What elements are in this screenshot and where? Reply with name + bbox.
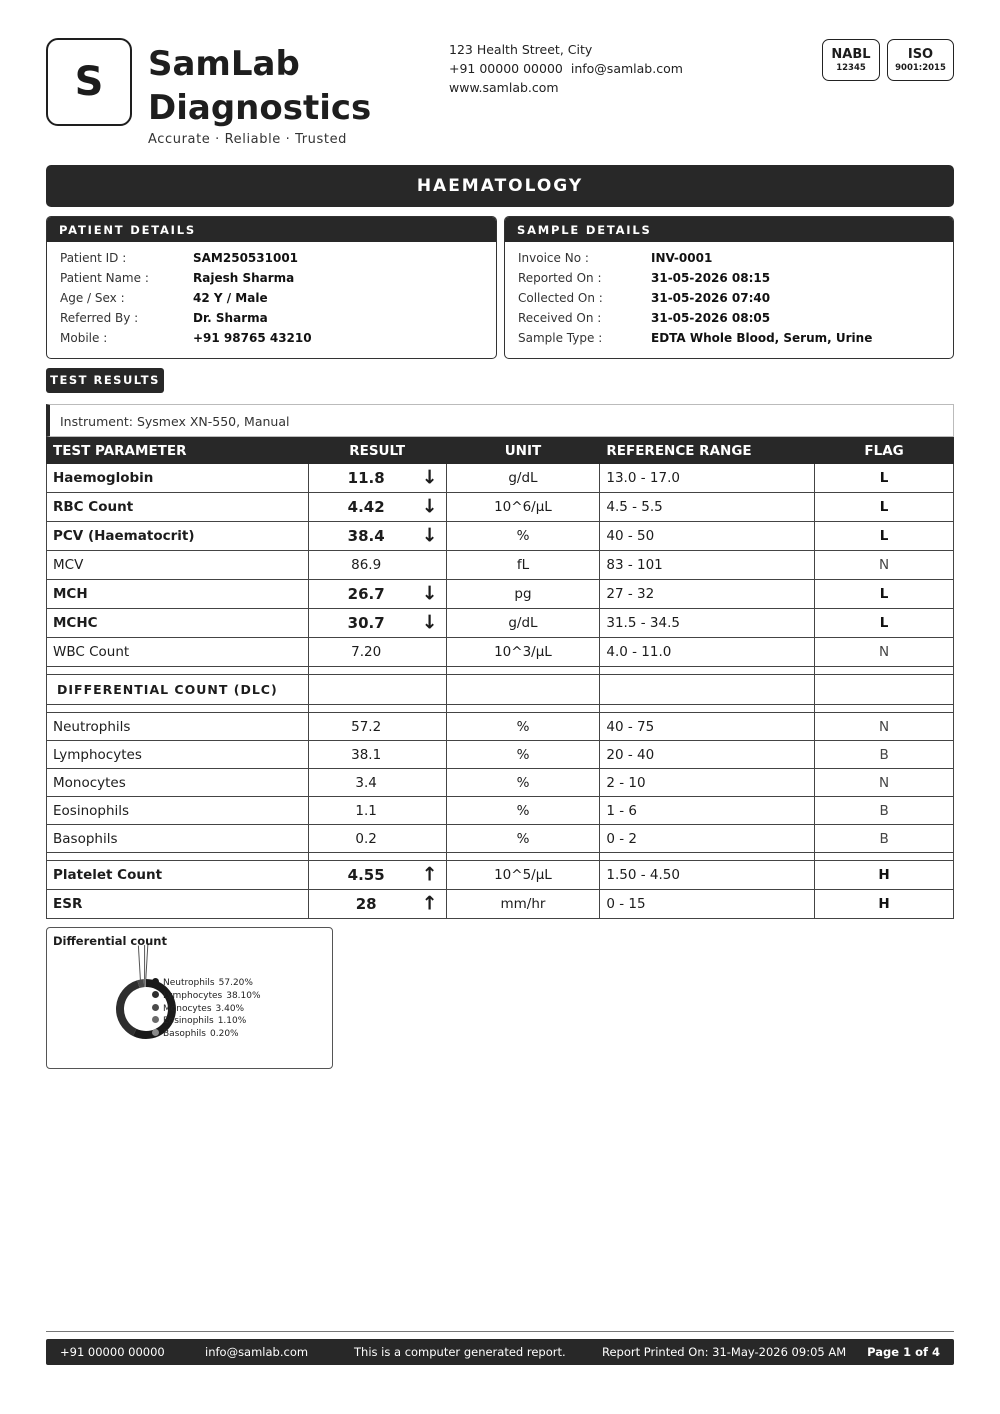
patient-detail-label-text: Age / Sex [60, 291, 117, 305]
arrow-down-icon: ↓ [421, 582, 438, 605]
reference-range-cell: 0 - 2 [600, 825, 815, 853]
spacer-cell [815, 705, 954, 713]
reference-range-cell: 40 - 75 [600, 713, 815, 741]
nabl-badge-number: 12345 [836, 63, 866, 73]
unit-cell: % [446, 713, 600, 741]
spacer-cell [446, 705, 600, 713]
result-value: 1.1 [355, 802, 377, 819]
sample-detail-label-text: Invoice No [518, 251, 582, 265]
result-cell [308, 522, 446, 551]
result-cell [308, 493, 446, 522]
patient-details-box [46, 216, 497, 359]
result-value: 11.8 [347, 469, 385, 487]
patient-detail-label: Referred By : [60, 311, 139, 325]
empty-cell [446, 675, 600, 705]
sample-detail-label-text: Collected On [518, 291, 595, 305]
test-results-tag: TEST RESULTS [46, 368, 164, 393]
patient-details-heading: PATIENT DETAILS [47, 217, 496, 242]
lab-email: info@samlab.com [570, 61, 683, 76]
lab-contact [449, 40, 683, 97]
sample-detail-row [505, 309, 953, 329]
footer-divider [46, 1331, 954, 1332]
results-body [47, 464, 954, 919]
legend-value: 57.20% [218, 978, 253, 988]
legend-value: 38.10% [226, 990, 261, 1001]
patient-detail-label: Patient ID : [60, 251, 127, 265]
test-parameter-cell: PCV (Haematocrit) [47, 522, 309, 551]
unit-cell: % [446, 797, 600, 825]
legend-label: Neutrophils [163, 978, 215, 988]
sample-detail-label: Invoice No : [518, 251, 589, 265]
footer-bar [46, 1339, 954, 1365]
lab-name: SamLab Diagnostics [148, 44, 372, 128]
result-value: 4.55 [347, 866, 385, 884]
result-value: 26.7 [347, 585, 385, 603]
test-parameter-cell: MCH [47, 580, 309, 609]
legend-label: Basophils [163, 1029, 206, 1040]
header-test-parameter: TEST PARAMETER [47, 438, 309, 464]
unit-cell: % [446, 741, 600, 769]
legend-value: 0.20% [210, 1029, 239, 1040]
legend-swatch-icon [152, 991, 159, 998]
lab-website: www.samlab.com [449, 80, 559, 95]
unit-cell: 10^6/µL [446, 493, 600, 522]
spacer-cell [308, 853, 446, 861]
table-row [47, 609, 954, 638]
patient-detail-label-text: Referred By [60, 311, 131, 325]
header-result: RESULT [308, 438, 446, 464]
spacer-cell [446, 667, 600, 675]
reference-range-cell: 83 - 101 [600, 551, 815, 580]
test-parameter-cell: Neutrophils [47, 713, 309, 741]
sample-details-rows [505, 242, 953, 349]
sample-detail-label-text: Reported On [518, 271, 594, 285]
legend-swatch-icon [152, 1016, 159, 1023]
leader-line-basophils [146, 945, 148, 979]
footer-email: info@samlab.com [205, 1345, 309, 1359]
dlc-section-title: DIFFERENTIAL COUNT (DLC) [47, 675, 309, 705]
differential-chart [46, 927, 333, 1069]
patient-detail-label-text: Patient ID [60, 251, 119, 265]
flag-cell: H [815, 890, 954, 919]
result-cell [308, 638, 446, 667]
patient-detail-row [47, 269, 496, 289]
flag-cell: H [815, 861, 954, 890]
spacer-cell [815, 667, 954, 675]
reference-range-cell: 27 - 32 [600, 580, 815, 609]
legend-item [152, 1028, 261, 1041]
test-parameter-cell: Basophils [47, 825, 309, 853]
legend-item [152, 1015, 261, 1028]
result-cell [308, 741, 446, 769]
flag-cell: N [815, 551, 954, 580]
sample-detail-row [505, 269, 953, 289]
result-value: 30.7 [347, 614, 385, 632]
patient-detail-label-text: Patient Name [60, 271, 141, 285]
flag-cell: B [815, 825, 954, 853]
sample-detail-label-text: Sample Type [518, 331, 595, 345]
flag-cell: L [815, 609, 954, 638]
result-cell [308, 464, 446, 493]
patient-detail-label: Patient Name : [60, 271, 149, 285]
table-row [47, 769, 954, 797]
test-parameter-cell: Platelet Count [47, 861, 309, 890]
result-value: 38.4 [347, 527, 385, 545]
spacer-cell [600, 667, 815, 675]
reference-range-cell: 0 - 15 [600, 890, 815, 919]
empty-cell [308, 675, 446, 705]
instrument-note: Instrument: Sysmex XN-550, Manual [46, 404, 954, 437]
footer-phone: +91 00000 00000 [60, 1345, 165, 1359]
patient-details-rows [47, 242, 496, 349]
flag-cell: N [815, 769, 954, 797]
sample-detail-label: Reported On : [518, 271, 602, 285]
footer-note: This is a computer generated report. [354, 1345, 566, 1359]
table-row [47, 797, 954, 825]
test-parameter-cell: ESR [47, 890, 309, 919]
patient-detail-value: +91 98765 43210 [193, 331, 312, 345]
patient-detail-row [47, 309, 496, 329]
table-row [47, 551, 954, 580]
unit-cell: % [446, 825, 600, 853]
flag-cell: L [815, 493, 954, 522]
sample-detail-row [505, 329, 953, 349]
patient-detail-value: Dr. Sharma [193, 311, 268, 325]
footer-page-number: Page 1 of 4 [867, 1345, 940, 1359]
flag-cell: B [815, 797, 954, 825]
patient-detail-row [47, 329, 496, 349]
chart-title: Differential count [53, 934, 167, 948]
table-spacer-row [47, 853, 954, 861]
legend-value: 1.10% [217, 1016, 247, 1027]
result-value: 4.42 [347, 498, 385, 516]
flag-cell: L [815, 464, 954, 493]
legend-value: 3.40% [215, 1003, 245, 1014]
patient-detail-value: Rajesh Sharma [193, 271, 295, 285]
sample-detail-row [505, 249, 953, 269]
legend-swatch-icon [152, 978, 159, 985]
unit-cell: mm/hr [446, 890, 600, 919]
arrow-down-icon: ↓ [421, 524, 438, 547]
sample-detail-label: Sample Type : [518, 331, 603, 345]
table-row [47, 890, 954, 919]
reference-range-cell: 31.5 - 34.5 [600, 609, 815, 638]
spacer-cell [308, 705, 446, 713]
spacer-cell [600, 853, 815, 861]
header-unit: UNIT [446, 438, 600, 464]
unit-cell: 10^3/µL [446, 638, 600, 667]
reference-range-cell: 2 - 10 [600, 769, 815, 797]
result-cell [308, 551, 446, 580]
lab-logo: S [46, 38, 132, 126]
table-row [47, 464, 954, 493]
iso-badge-number: 9001:2015 [895, 63, 946, 73]
test-parameter-cell: Eosinophils [47, 797, 309, 825]
flag-cell: L [815, 580, 954, 609]
unit-cell: fL [446, 551, 600, 580]
results-header-row [47, 438, 954, 464]
arrow-down-icon: ↓ [421, 611, 438, 634]
department-banner: HAEMATOLOGY [46, 165, 954, 207]
sample-detail-value: 31-05-2026 07:40 [651, 291, 771, 305]
result-value: 28 [355, 895, 377, 913]
sample-detail-label-text: Received On [518, 311, 594, 325]
result-cell [308, 609, 446, 638]
unit-cell: pg [446, 580, 600, 609]
reference-range-cell: 4.0 - 11.0 [600, 638, 815, 667]
reference-range-cell: 4.5 - 5.5 [600, 493, 815, 522]
result-value: 0.2 [355, 830, 377, 847]
patient-detail-row [47, 249, 496, 269]
test-parameter-cell: RBC Count [47, 493, 309, 522]
legend-item [152, 1003, 261, 1016]
sample-detail-label: Collected On : [518, 291, 603, 305]
result-value: 57.2 [351, 718, 382, 735]
dlc-section-row [47, 675, 954, 705]
legend-label: Lymphocytes [163, 990, 223, 1001]
legend-label: Eosinophils [163, 1016, 214, 1027]
table-row [47, 522, 954, 551]
reference-range-cell: 1.50 - 4.50 [600, 861, 815, 890]
reference-range-cell: 13.0 - 17.0 [600, 464, 815, 493]
result-cell [308, 580, 446, 609]
test-parameter-cell: MCHC [47, 609, 309, 638]
legend-item [152, 977, 261, 990]
result-value: 3.4 [355, 774, 377, 791]
flag-cell: N [815, 638, 954, 667]
patient-detail-label: Mobile : [60, 331, 108, 345]
table-row [47, 861, 954, 890]
patient-detail-value: 42 Y / Male [193, 291, 268, 305]
unit-cell: g/dL [446, 609, 600, 638]
patient-detail-label-text: Mobile [60, 331, 100, 345]
table-row [47, 580, 954, 609]
test-parameter-cell: Haemoglobin [47, 464, 309, 493]
legend-swatch-icon [152, 1029, 159, 1036]
sample-details-box [504, 216, 954, 359]
arrow-up-icon: ↑ [421, 892, 438, 915]
leader-line-monocytes [138, 946, 140, 980]
sample-detail-value: 31-05-2026 08:15 [651, 271, 771, 285]
result-value: 7.20 [351, 644, 382, 660]
sample-detail-value: EDTA Whole Blood, Serum, Urine [651, 331, 873, 345]
result-cell [308, 890, 446, 919]
unit-cell: % [446, 522, 600, 551]
unit-cell: 10^5/µL [446, 861, 600, 890]
arrow-down-icon: ↓ [421, 466, 438, 489]
test-parameter-cell: Lymphocytes [47, 741, 309, 769]
result-cell [308, 861, 446, 890]
iso-badge-title: ISO [907, 47, 934, 62]
reference-range-cell: 1 - 6 [600, 797, 815, 825]
result-value: 86.9 [351, 557, 382, 573]
empty-cell [815, 675, 954, 705]
spacer-cell [446, 853, 600, 861]
unit-cell: g/dL [446, 464, 600, 493]
lab-tagline: Accurate · Reliable · Trusted [148, 132, 348, 147]
reference-range-cell: 20 - 40 [600, 741, 815, 769]
spacer-cell [47, 853, 309, 861]
flag-cell: B [815, 741, 954, 769]
table-spacer-row [47, 667, 954, 675]
spacer-cell [815, 853, 954, 861]
legend-item [152, 990, 261, 1003]
header-reference-range: REFERENCE RANGE [600, 438, 815, 464]
flag-cell: L [815, 522, 954, 551]
result-cell [308, 825, 446, 853]
table-row [47, 638, 954, 667]
legend-swatch-icon [152, 1004, 159, 1011]
empty-cell [600, 675, 815, 705]
unit-cell: % [446, 769, 600, 797]
arrow-down-icon: ↓ [421, 495, 438, 518]
spacer-cell [47, 705, 309, 713]
legend-label: Monocytes [163, 1003, 212, 1014]
spacer-cell [47, 667, 309, 675]
chart-legend [152, 977, 261, 1041]
reference-range-cell: 40 - 50 [600, 522, 815, 551]
patient-detail-value: SAM250531001 [193, 251, 299, 265]
flag-cell: N [815, 713, 954, 741]
nabl-badge [822, 39, 880, 81]
test-parameter-cell: WBC Count [47, 638, 309, 667]
sample-detail-label: Received On : [518, 311, 602, 325]
table-spacer-row [47, 705, 954, 713]
iso-badge [887, 39, 954, 81]
result-cell [308, 769, 446, 797]
result-value: 38.1 [351, 746, 382, 763]
result-cell [308, 797, 446, 825]
patient-detail-label: Age / Sex : [60, 291, 125, 305]
test-parameter-cell: Monocytes [47, 769, 309, 797]
table-row [47, 493, 954, 522]
test-parameter-cell: MCV [47, 551, 309, 580]
sample-detail-value: 31-05-2026 08:05 [651, 311, 771, 325]
results-table [46, 437, 954, 919]
lab-address: 123 Health Street, City [449, 42, 593, 57]
table-row [47, 713, 954, 741]
header-flag: FLAG [815, 438, 954, 464]
slice-lymphocytes [116, 980, 140, 1036]
arrow-up-icon: ↑ [421, 863, 438, 886]
spacer-cell [600, 705, 815, 713]
sample-details-heading: SAMPLE DETAILS [505, 217, 953, 242]
result-cell [308, 713, 446, 741]
nabl-badge-title: NABL [831, 47, 871, 62]
table-row [47, 825, 954, 853]
sample-detail-row [505, 289, 953, 309]
sample-detail-value: INV-0001 [651, 251, 713, 265]
spacer-cell [308, 667, 446, 675]
patient-detail-row [47, 289, 496, 309]
table-row [47, 741, 954, 769]
footer-printed-on: Report Printed On: 31-May-2026 09:05 AM [602, 1345, 847, 1359]
lab-phone: +91 00000 00000 [449, 61, 563, 76]
